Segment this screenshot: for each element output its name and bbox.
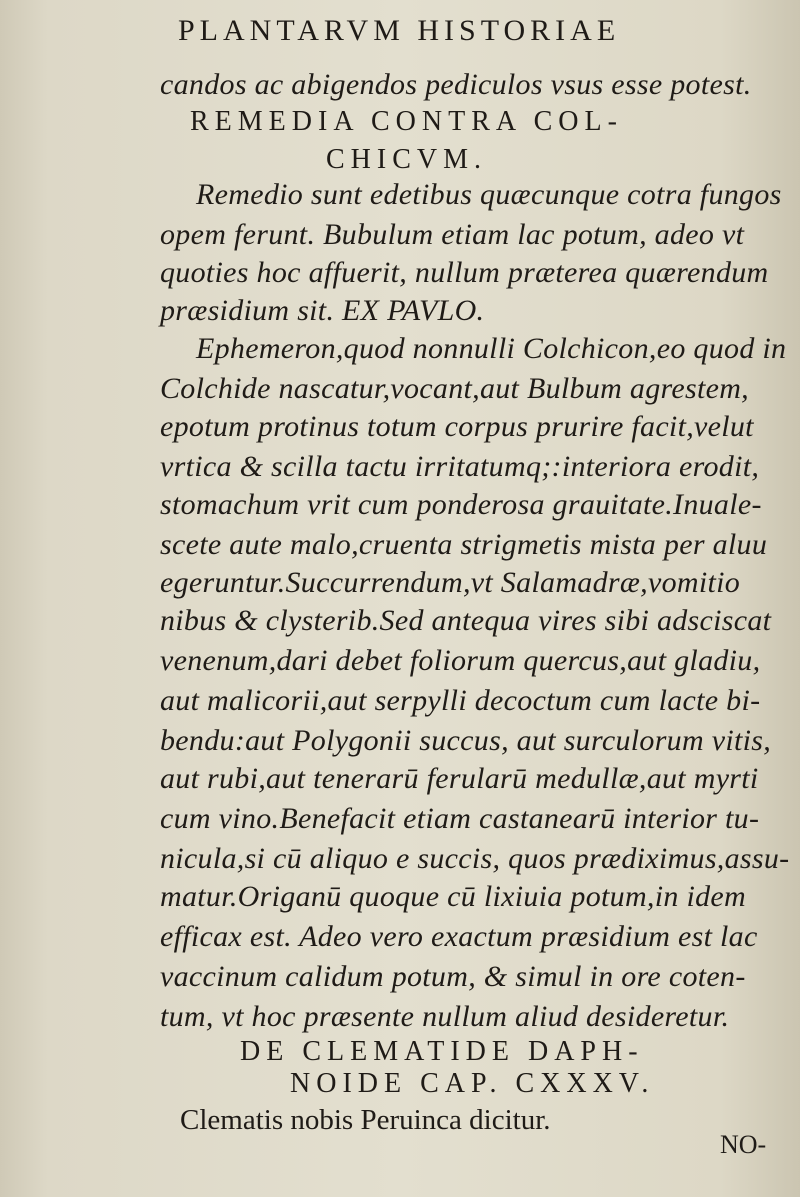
text-line: candos ac abigendos pediculos vsus esse potest. [160,68,752,101]
text-line: aut malicorii,aut serpylli decoctum cum lacte bi- [160,684,761,717]
text-line: Remedio sunt edetibus quæcunque cotra fungos [196,178,782,211]
section-heading: REMEDIA CONTRA COL- [190,106,623,137]
text-line: stomachum vrit cum ponderosa grauitate.Inuale- [160,488,762,521]
text-line: scete aute malo,cruenta strigmetis mista per aluu [160,528,768,561]
text-line: Colchide nascatur,vocant,aut Bulbum agrestem, [160,372,749,405]
text-line: vaccinum calidum potum, & simul in ore coten- [160,960,746,993]
text-line: Clematis nobis Peruinca dicitur. [180,1104,551,1136]
text-line: quoties hoc affuerit, nullum præterea quærendum [160,256,769,289]
text-line: cum vino.Benefacit etiam castanearū interior tu- [160,802,760,835]
text-line: matur.Origanū quoque cū lixiuia potum,in idem [160,880,746,913]
text-line: Ephemeron,quod nonnulli Colchicon,eo quod in [196,332,787,365]
text-line: epotum protinus totum corpus prurire facit,velut [160,410,754,443]
chapter-heading: NOIDE CAP. CXXXV. [290,1068,655,1099]
text-line: egeruntur.Succurrendum,vt Salamadræ,vomitio [160,566,741,599]
text-line: præsidium sit. EX PAVLO. [160,294,485,327]
text-line: bendu:aut Polygonii succus, aut surculorum vitis, [160,724,772,757]
catchword: NO- [720,1130,767,1159]
text-line: opem ferunt. Bubulum etiam lac potum, adeo vt [160,218,745,251]
text-line: vrtica & scilla tactu irritatumq;:interiora erodit, [160,450,760,483]
text-line: venenum,dari debet foliorum quercus,aut gladiu, [160,644,761,677]
text-line: tum, vt hoc præsente nullum aliud desideretur. [160,1000,730,1033]
text-line: aut rubi,aut tenerarū ferularū medullæ,aut myrti [160,762,759,795]
text-line: efficax est. Adeo vero exactum præsidium est lac [160,920,758,953]
text-line: nibus & clysterib.Sed antequa vires sibi adsciscat [160,604,772,637]
chapter-heading: DE CLEMATIDE DAPH- [240,1036,644,1067]
section-heading: CHICVM. [326,144,488,175]
running-head: PLANTARVM HISTORIAE [178,14,621,47]
text-line: nicula,si cū aliquo e succis, quos prædiximus,assu- [160,842,790,875]
